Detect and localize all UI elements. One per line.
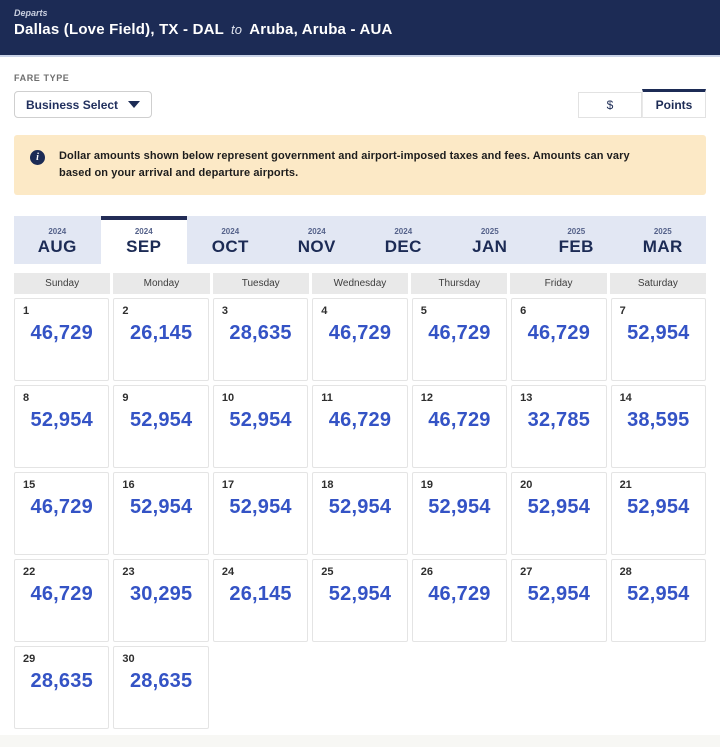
month-tab-jan[interactable] <box>447 216 534 264</box>
bottom-strip <box>0 735 720 747</box>
calendar-day-8[interactable] <box>14 385 109 468</box>
cell-fare-points: 52,954 <box>129 409 193 432</box>
cell-fare-points: 52,954 <box>328 583 392 606</box>
main-content <box>0 73 720 729</box>
calendar-grid <box>14 298 706 729</box>
tab-month: JAN <box>472 237 508 257</box>
cell-date: 27 <box>520 566 533 579</box>
cell-date: 25 <box>321 566 334 579</box>
cell-fare-points: 26,145 <box>129 322 193 345</box>
calendar-day-27[interactable] <box>511 559 606 642</box>
day-header: Monday <box>113 273 209 294</box>
cell-date: 12 <box>420 392 433 405</box>
tab-month: FEB <box>558 237 594 257</box>
calendar-day-22[interactable] <box>14 559 109 642</box>
cell-fare-points: 46,729 <box>30 583 93 606</box>
route-title <box>14 21 706 38</box>
to-label: to <box>231 22 243 37</box>
calendar-day-1[interactable] <box>14 298 109 381</box>
tab-year: 2024 <box>307 227 326 237</box>
cell-fare-points: 52,954 <box>527 496 591 519</box>
calendar-day-3[interactable] <box>213 298 308 381</box>
calendar-day-5[interactable] <box>412 298 507 381</box>
cell-fare-points: 52,954 <box>527 583 591 606</box>
cell-fare-points: 26,145 <box>229 583 292 606</box>
cell-date: 26 <box>420 566 433 579</box>
cell-date: 10 <box>221 392 235 405</box>
route-header <box>0 0 720 57</box>
cell-date: 29 <box>23 653 36 666</box>
day-header: Tuesday <box>213 273 309 294</box>
cell-fare-points: 46,729 <box>30 322 93 345</box>
tab-year: 2025 <box>567 227 586 237</box>
month-tab-mar[interactable] <box>620 216 707 264</box>
calendar-day-4[interactable] <box>312 298 407 381</box>
calendar-day-2[interactable] <box>113 298 208 381</box>
calendar-day-26[interactable] <box>412 559 507 642</box>
tab-year: 2024 <box>221 227 240 237</box>
cell-date: 1 <box>23 305 30 318</box>
info-banner <box>14 135 706 195</box>
fare-type-dropdown[interactable] <box>14 91 152 118</box>
month-tab-dec[interactable] <box>360 216 447 264</box>
cell-fare-points: 52,954 <box>328 496 392 519</box>
cell-fare-points: 32,785 <box>527 409 591 432</box>
cell-date: 18 <box>321 479 334 492</box>
calendar-day-9[interactable] <box>113 385 208 468</box>
cell-fare-points: 52,954 <box>229 409 292 432</box>
cell-date: 23 <box>122 566 135 579</box>
cell-date: 6 <box>520 305 527 318</box>
cell-date: 17 <box>221 479 235 492</box>
cell-date: 16 <box>122 479 135 492</box>
tab-month: MAR <box>642 237 683 257</box>
month-tab-oct[interactable] <box>187 216 274 264</box>
calendar-day-11[interactable] <box>312 385 407 468</box>
cell-fare-points: 52,954 <box>627 322 690 345</box>
cell-fare-points: 52,954 <box>229 496 292 519</box>
cell-date: 28 <box>619 566 632 579</box>
cell-fare-points: 52,954 <box>428 496 491 519</box>
month-tab-sep[interactable] <box>101 216 188 264</box>
controls-row <box>14 89 706 118</box>
tab-month: AUG <box>37 237 77 257</box>
fare-type-label: FARE TYPE <box>14 73 70 83</box>
calendar-day-20[interactable] <box>511 472 606 555</box>
calendar-day-24[interactable] <box>213 559 308 642</box>
toggle-points[interactable]: Points <box>642 89 706 118</box>
cell-fare-points: 38,595 <box>627 409 690 432</box>
cell-date: 24 <box>221 566 235 579</box>
calendar-day-21[interactable] <box>611 472 706 555</box>
cell-date: 30 <box>122 653 135 666</box>
cell-fare-points: 46,729 <box>30 496 93 519</box>
cell-fare-points: 28,635 <box>30 670 93 693</box>
day-header: Friday <box>510 273 606 294</box>
cell-date: 14 <box>619 392 632 405</box>
calendar-day-14[interactable] <box>611 385 706 468</box>
cell-fare-points: 28,635 <box>129 670 193 693</box>
month-tab-feb[interactable] <box>533 216 620 264</box>
cell-fare-points: 52,954 <box>30 409 93 432</box>
cell-date: 4 <box>321 305 328 318</box>
cell-fare-points: 52,954 <box>129 496 193 519</box>
calendar-day-16[interactable] <box>113 472 208 555</box>
fare-type-value: Business Select <box>26 97 119 112</box>
cell-date: 15 <box>23 479 36 492</box>
calendar-day-12[interactable] <box>412 385 507 468</box>
tab-month: NOV <box>297 237 336 257</box>
calendar-day-6[interactable] <box>511 298 606 381</box>
origin-airport: Dallas (Love Field), TX - DAL <box>14 21 224 38</box>
calendar-day-30[interactable] <box>113 646 208 729</box>
info-icon: i <box>30 150 45 165</box>
tab-year: 2024 <box>134 227 153 237</box>
calendar-day-7[interactable] <box>611 298 706 381</box>
cell-date: 8 <box>23 392 30 405</box>
calendar-day-28[interactable] <box>611 559 706 642</box>
tab-year: 2024 <box>48 227 67 237</box>
calendar-day-23[interactable] <box>113 559 208 642</box>
cell-fare-points: 46,729 <box>527 322 591 345</box>
cell-date: 13 <box>520 392 533 405</box>
cell-date: 3 <box>221 305 228 318</box>
calendar-day-25[interactable] <box>312 559 407 642</box>
tab-year: 2025 <box>480 227 499 237</box>
cell-fare-points: 46,729 <box>428 322 491 345</box>
tab-year: 2024 <box>394 227 413 237</box>
cell-fare-points: 52,954 <box>627 583 690 606</box>
day-header: Thursday <box>411 273 507 294</box>
day-header: Wednesday <box>312 273 408 294</box>
calendar-day-13[interactable] <box>511 385 606 468</box>
cell-fare-points: 52,954 <box>627 496 690 519</box>
cell-date: 9 <box>122 392 129 405</box>
cell-date: 22 <box>23 566 36 579</box>
cell-fare-points: 46,729 <box>328 322 392 345</box>
cell-fare-points: 28,635 <box>229 322 292 345</box>
tab-year: 2025 <box>653 227 672 237</box>
departs-label: Departs <box>14 8 48 18</box>
tab-month: SEP <box>126 237 162 257</box>
cell-fare-points: 46,729 <box>428 409 491 432</box>
toggle-dollar[interactable]: $ <box>578 92 642 118</box>
tab-month: OCT <box>211 237 249 257</box>
cell-date: 19 <box>420 479 433 492</box>
currency-toggle <box>578 89 706 118</box>
calendar-day-19[interactable] <box>412 472 507 555</box>
cell-fare-points: 46,729 <box>328 409 392 432</box>
month-tabs <box>14 216 706 264</box>
calendar-day-10[interactable] <box>213 385 308 468</box>
month-tab-aug[interactable] <box>14 216 101 264</box>
calendar-day-15[interactable] <box>14 472 109 555</box>
cell-date: 21 <box>619 479 632 492</box>
chevron-down-icon <box>128 101 140 108</box>
day-headers-row <box>14 273 706 294</box>
cell-fare-points: 30,295 <box>129 583 193 606</box>
cell-date: 20 <box>520 479 533 492</box>
month-tab-nov[interactable] <box>274 216 361 264</box>
destination-airport: Aruba, Aruba - AUA <box>249 21 393 38</box>
cell-date: 11 <box>321 392 333 405</box>
calendar-day-29[interactable] <box>14 646 109 729</box>
cell-date: 2 <box>122 305 129 318</box>
tab-month: DEC <box>384 237 422 257</box>
cell-date: 7 <box>619 305 626 318</box>
cell-date: 5 <box>420 305 427 318</box>
cell-fare-points: 46,729 <box>428 583 491 606</box>
day-header: Sunday <box>14 273 110 294</box>
calendar-day-18[interactable] <box>312 472 407 555</box>
day-header: Saturday <box>610 273 706 294</box>
info-banner-text: Dollar amounts shown below represent government and airport-imposed taxes and fees. Amounts can vary based on your arrival and departure airports. <box>59 150 630 180</box>
calendar-day-17[interactable] <box>213 472 308 555</box>
